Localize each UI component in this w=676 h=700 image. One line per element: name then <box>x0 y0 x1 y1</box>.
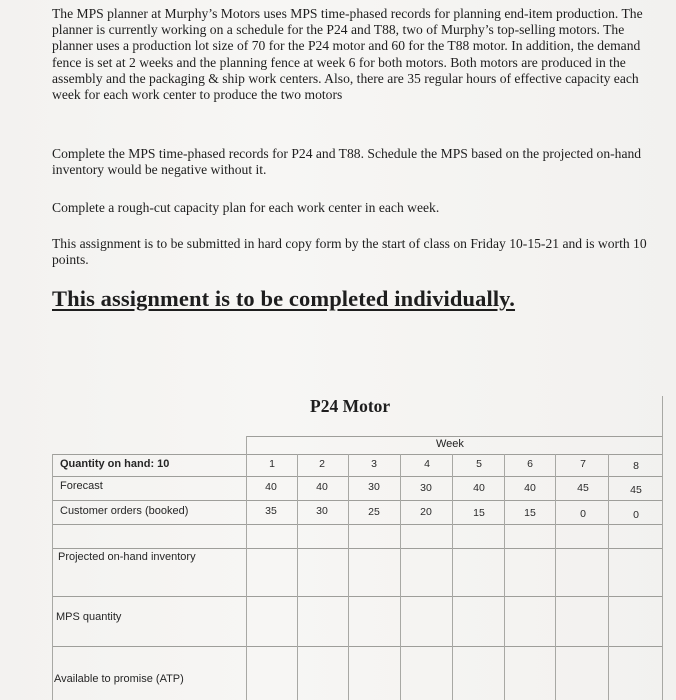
table-header-border <box>52 454 662 455</box>
table-column-border <box>452 454 453 700</box>
table-row-border <box>52 548 662 549</box>
customer-orders-value: 0 <box>580 508 586 520</box>
atp-label: Available to promise (ATP) <box>54 673 184 685</box>
table-row-border <box>52 500 662 501</box>
week-header: Week <box>436 438 464 450</box>
table-left-border <box>52 454 53 700</box>
table-column-border <box>608 454 609 700</box>
forecast-value: 30 <box>420 482 432 494</box>
week-number: 8 <box>633 460 639 472</box>
projected-inventory-label: Projected on-hand inventory <box>58 551 196 563</box>
mps-task-paragraph: Complete the MPS time-phased records for P24 and T88. Schedule the MPS based on the projected on-hand inventory would be negative without it. <box>52 146 642 178</box>
quantity-on-hand-label: Quantity on hand: 10 <box>60 458 170 470</box>
individual-assignment-heading: This assignment is to be completed individually. <box>52 286 516 311</box>
customer-orders-value: 30 <box>316 505 328 517</box>
forecast-label: Forecast <box>60 480 103 492</box>
submission-paragraph: This assignment is to be submitted in hard copy form by the start of class on Friday 10-15-21 and is worth 10 points. <box>52 236 647 268</box>
forecast-value: 40 <box>524 482 536 494</box>
week-number: 7 <box>580 458 586 470</box>
customer-orders-value: 35 <box>265 505 277 517</box>
table-column-border <box>504 454 505 700</box>
rccp-task-paragraph: Complete a rough-cut capacity plan for each work center in each week. <box>52 200 440 215</box>
table-column-border <box>297 454 298 700</box>
intro-paragraph: The MPS planner at Murphy’s Motors uses MPS time-phased records for planning end-item production. The planner is currently working on a schedule for the P24 and T88, two of Murphy’s top-selling motors. The planner uses a production lot size of 70 for the P24 motor and 60 for the T88 motor. In addition, the demand fence is set at 2 weeks and the planning fence at week 6 for both motors. Both motors are produced in the assembly and the packaging & ship work centers. Also, there are 35 regular hours of effective capacity each week for each work center to produce the two motors <box>52 6 643 103</box>
mps-quantity-label: MPS quantity <box>56 611 122 623</box>
table-column-border <box>348 454 349 700</box>
customer-orders-value: 25 <box>368 506 380 518</box>
week-number: 1 <box>269 458 275 470</box>
forecast-value: 40 <box>316 481 328 493</box>
table-row-border <box>52 596 662 597</box>
table-column-border <box>555 454 556 700</box>
table-column-border <box>246 436 247 700</box>
week-number: 3 <box>371 458 377 470</box>
week-number: 5 <box>476 458 482 470</box>
week-number: 6 <box>527 458 533 470</box>
table-title: P24 Motor <box>310 396 391 416</box>
table-row-border <box>52 646 662 647</box>
forecast-value: 40 <box>473 482 485 494</box>
customer-orders-value: 15 <box>473 507 485 519</box>
week-number: 4 <box>424 458 430 470</box>
customer-orders-value: 0 <box>633 509 639 521</box>
forecast-value: 45 <box>577 482 589 494</box>
customer-orders-value: 15 <box>524 507 536 519</box>
table-column-border <box>400 454 401 700</box>
table-top-border <box>246 436 662 437</box>
table-row-border <box>52 524 662 525</box>
table-row-border <box>52 476 662 477</box>
forecast-value: 30 <box>368 481 380 493</box>
forecast-value: 45 <box>630 484 642 496</box>
forecast-value: 40 <box>265 481 277 493</box>
customer-orders-label: Customer orders (booked) <box>60 505 189 517</box>
table-right-border <box>662 396 663 700</box>
week-number: 2 <box>319 458 325 470</box>
customer-orders-value: 20 <box>420 506 432 518</box>
